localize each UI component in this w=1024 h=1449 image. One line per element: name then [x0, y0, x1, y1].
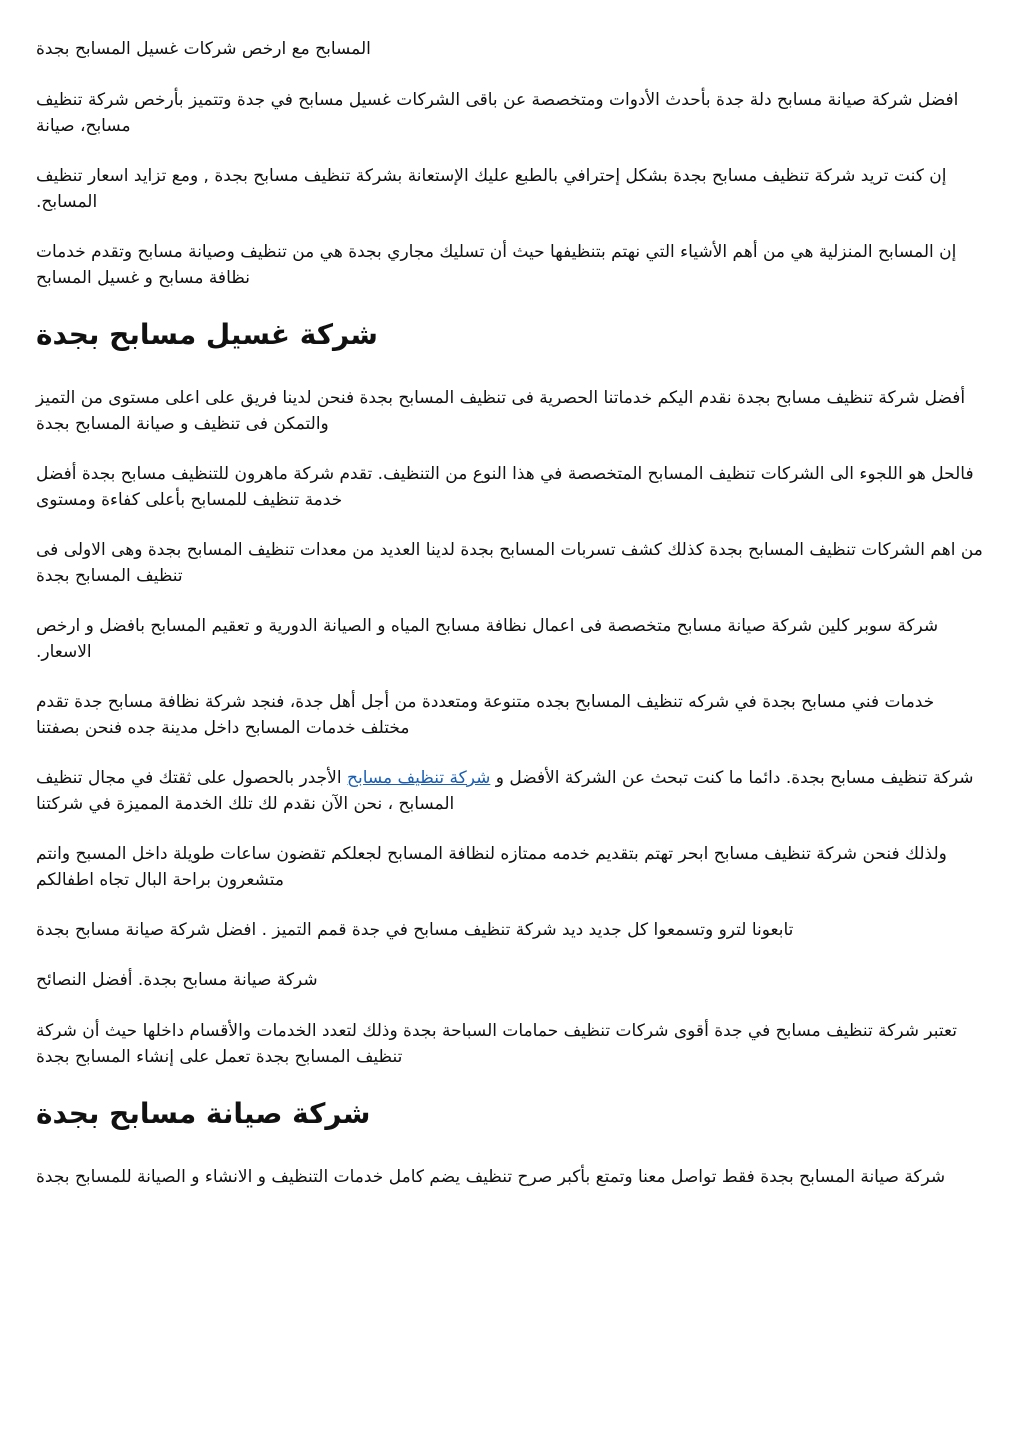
paragraph-abhar-company: ولذلك فنحن شركة تنظيف مسابح ابحر تهتم بتقديم خدمه ممتازه لنظافة المسابح لجعلكم تقضون ساعات طويلة داخل المسبح وانتم متشعرون براحة البال تجاه اطفالكم — [36, 844, 947, 890]
paragraph-best-maintenance: افضل شركة صيانة مسابح دلة جدة بأحدث الأدوات ومتخصصة عن باقى الشركات غسيل مسابح في جدة وتتميز بأرخص شركة تنظيف مسابح، صيانة — [36, 90, 959, 136]
paragraph-contact-us: شركة صيانة المسابح بجدة فقط تواصل معنا وتمتع بأكبر صرح تنظيف يضم كامل خدمات التنظيف و الانشاء و الصيانة للمسابح بجدة — [36, 1167, 946, 1187]
paragraph-technician-services: خدمات فني مسابح بجدة في شركه تنظيف المسابح بجده متنوعة ومتعددة من أجل أهل جدة، فنجد شركة نظافة مسابح جدة تقدم مختلف خدمات المسابح داخل مدينة جده فنحن بصفتنا — [36, 692, 935, 738]
paragraph-specialized-companies: فالحل هو اللجوء الى الشركات تنظيف المسابح المتخصصة في هذا النوع من التنظيف. تقدم شركة ماهرون للتنظيف مسابح بجدة أفضل خدمة تنظيف للمسابح بأعلى كفاءة ومستوى — [36, 464, 974, 510]
paragraph-leak-detection: من اهم الشركات تنظيف المسابح بجدة كذلك كشف تسربات المسابح بجدة لدينا العديد من معدات تنظيف المسابح بجدة وهى الاولى فى تنظيف المسابح بجدة — [36, 540, 983, 586]
article-body — [36, 36, 988, 1190]
paragraph-with-link — [36, 765, 988, 817]
paragraph-strongest-company: تعتبر شركة تنظيف مسابح في جدة أقوى شركات تنظيف حمامات السباحة بجدة وذلك لتعدد الخدمات والأقسام داخلها حيث أن شركة تنظيف المسابح بجدة تعمل على إنشاء المسابح بجدة — [36, 1021, 957, 1067]
paragraph-best-tips: شركة صيانة مسابح بجدة. أفضل النصائح — [36, 970, 318, 990]
paragraph-intro: المسابح مع ارخص شركات غسيل المسابح بجدة — [36, 39, 371, 59]
paragraph-home-pools: إن المسابح المنزلية هي من أهم الأشياء التي نهتم بتنظيفها حيث أن تسليك مجاري بجدة هي من تنظيف وصيانة مسابح وتقدم خدمات نظافة مسابح و غسيل المسابح — [36, 242, 957, 288]
paragraph-super-clean: شركة سوبر كلين شركة صيانة مسابح متخصصة فى اعمال نظافة مسابح المياه و الصيانة الدورية و تعقيم المسابح بافضل و ارخص الاسعار. — [36, 616, 939, 662]
heading-pool-washing-company: شركة غسيل مسابح بجدة — [36, 318, 378, 351]
paragraph-follow-us: تابعونا لترو وتسمعوا كل جديد ديد شركة تنظيف مسابح في جدة قمم التميز . افضل شركة صيانة مسابح بجدة — [36, 920, 794, 940]
heading-pool-maintenance-company: شركة صيانة مسابح بجدة — [36, 1097, 371, 1130]
paragraph-professional-cleaning: إن كنت تريد شركة تنظيف مسابح بجدة بشكل إحترافي بالطبع عليك الإستعانة بشركة تنظيف مسابح بجدة , ومع تزايد اسعار تنظيف المسابح. — [36, 166, 947, 212]
paragraph-link-before: شركة تنظيف مسابح بجدة. دائما ما كنت تبحث عن الشركة الأفضل و — [490, 768, 974, 788]
paragraph-exclusive-services: أفضل شركة تنظيف مسابح بجدة نقدم اليكم خدماتنا الحصرية فى تنظيف المسابح بجدة فنحن لدينا فريق على اعلى مستوى من التميز والتمكن فى تنظيف و صيانة المسابح بجدة — [36, 388, 966, 434]
pool-cleaning-company-link[interactable]: شركة تنظيف مسابح — [347, 768, 491, 788]
paragraph-link-after: الأجدر بالحصول على ثقتك في مجال تنظيف المسابح ، نحن الآن نقدم لك تلك الخدمة المميزة في شركتنا — [36, 768, 455, 814]
